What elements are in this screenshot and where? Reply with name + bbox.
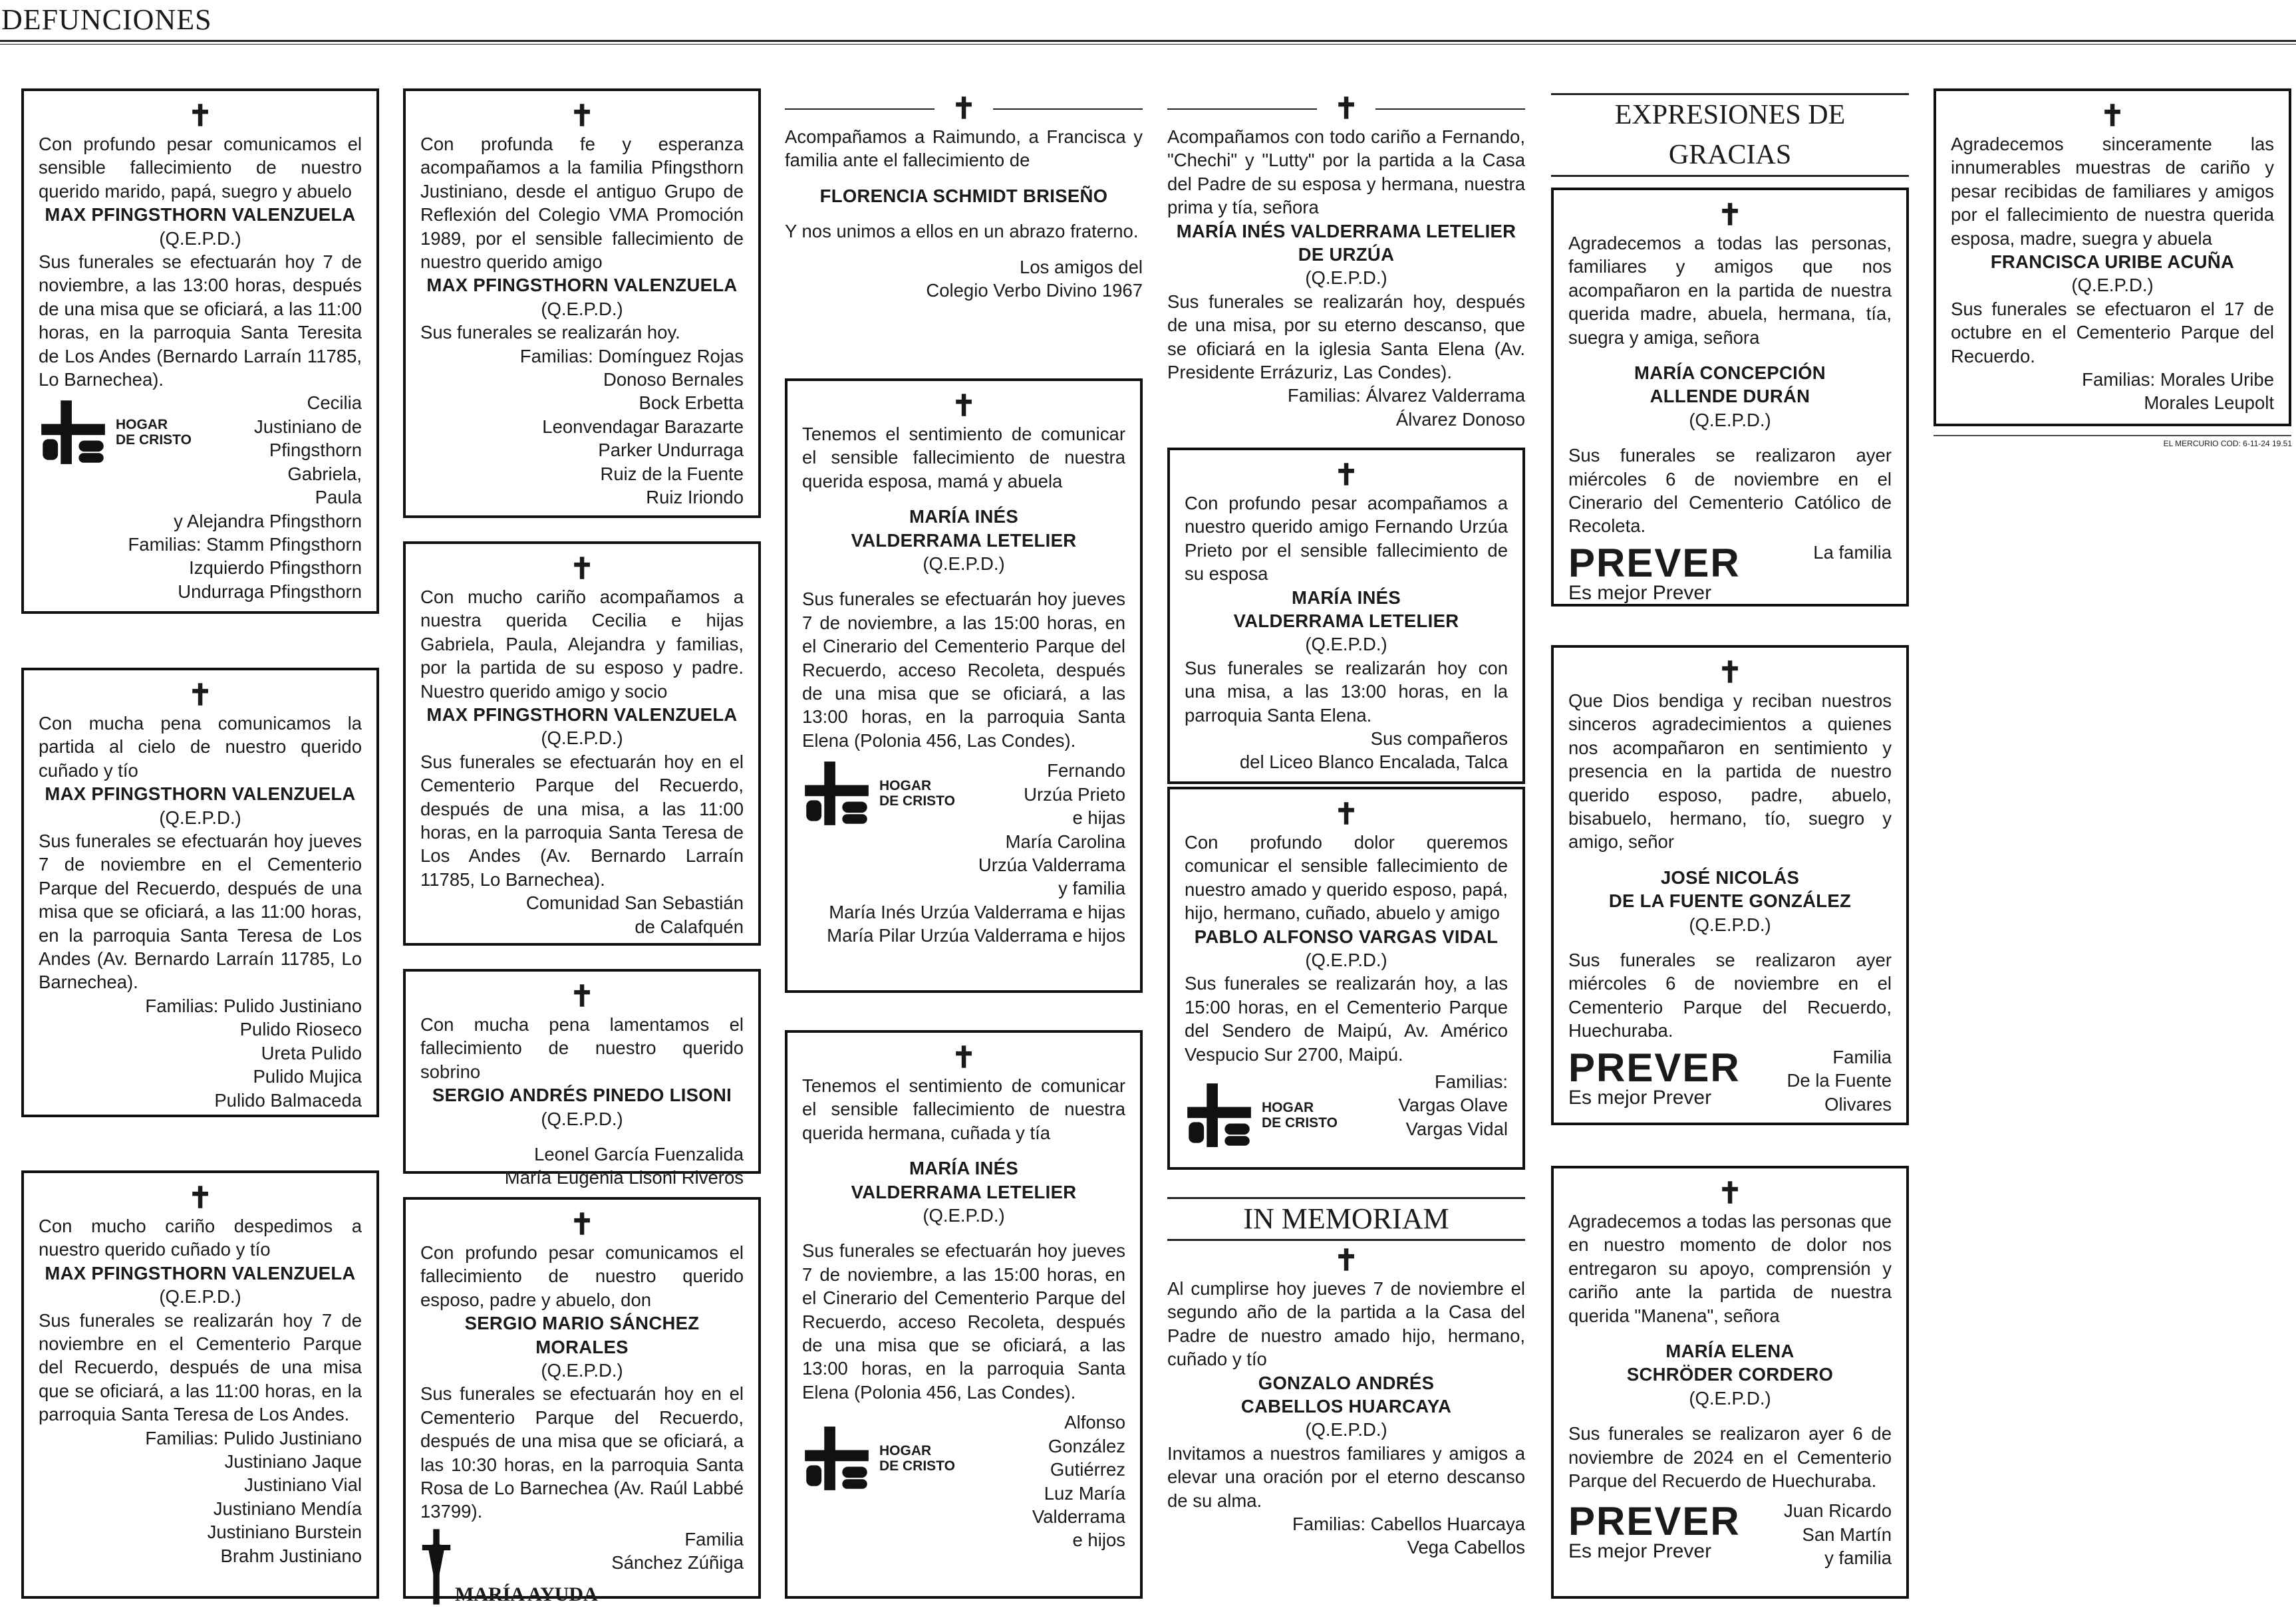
gracias-maria-elena	[1551, 1166, 1909, 1599]
footer-rule	[1934, 435, 2291, 436]
signature-line: Luz María	[1044, 1482, 1125, 1504]
cross-icon: ✝	[188, 678, 213, 712]
header-rule	[0, 40, 2296, 42]
notice-text: Al cumplirse hoy jueves 7 de noviembre el segundo año de la partida a la Casa del Padre de nuestro amado hijo, hermano, cuñado y tío	[1167, 1278, 1525, 1370]
funeral-text: Sus funerales se realizarán hoy, a las 15:00 horas, en el Cementerio Parque del Sendero de Maipú, Av. Américo Vespucio Sur 2700, Maipú.	[1185, 973, 1508, 1065]
signature-line: Leonvendagar Barazarte	[542, 416, 744, 437]
deceased-name: JOSÉ NICOLÁS	[1660, 867, 1800, 888]
notice-text: Con mucho cariño despedimos a nuestro querido cuñado y tío	[39, 1216, 362, 1260]
deceased-surname: VALDERRAMA LETELIER	[1233, 610, 1459, 632]
signature-line: Justiniano de	[253, 416, 362, 437]
signature-line: Donoso Bernales	[603, 369, 744, 390]
signature-line: Familias: Pulido Justiniano	[145, 995, 362, 1016]
notice-pablo-vargas	[1167, 787, 1525, 1170]
deceased-name: MAX PFINGSTHORN VALENZUELA	[426, 704, 738, 726]
signature-line: y Alejandra Pfingsthorn	[174, 510, 362, 531]
notice-text: Acompañamos a Raimundo, a Francisca y familia ante el fallecimiento de	[785, 126, 1143, 171]
signature-line: Colegio Verbo Divino 1967	[926, 280, 1143, 301]
notice-maria-ines-1	[785, 378, 1143, 993]
notice-text: Con profundo pesar acompañamos a nuestro querido amigo Fernando Urzúa Prieto por el sensible fallecimiento de su esposa	[1185, 493, 1508, 585]
signature-line: e hijas	[1072, 807, 1125, 829]
signature-line: y familia	[1058, 878, 1125, 899]
signature-line: y familia	[1824, 1548, 1892, 1569]
notice-max-4	[403, 88, 761, 518]
signature-line: González	[1048, 1435, 1125, 1456]
signature-line: Gabriela,	[287, 463, 362, 484]
qepd: (Q.E.P.D.)	[1689, 1387, 1771, 1409]
signature-line: Olivares	[1824, 1093, 1892, 1115]
deceased-name: MAX PFINGSTHORN VALENZUELA	[45, 1262, 356, 1283]
notice-text: Con profundo pesar comunicamos el fallecimiento de nuestro querido esposo, padre y abuelo, don	[420, 1242, 744, 1310]
notice-text: Con mucho cariño acompañamos a nuestra querida Cecilia e hijas Gabriela, Paula, Alejandra y familias, por la partida de su esposo y padre. Nuestro querido amigo y socio	[420, 587, 744, 702]
signature-line: Familia	[1832, 1046, 1892, 1067]
cross-icon: ✝	[569, 980, 595, 1013]
notice-text: Con mucha pena comunicamos la partida al cielo de nuestro querido cuñado y tío	[39, 713, 362, 781]
notice-text: Que Dios bendiga y reciban nuestros sinceros agradecimientos a quienes nos acompañaron en sentimiento y presencia en la partida de nuestro querido esposo, padre, abuelo, bisabuelo, hermano, tío, suegro y amigo, señor	[1568, 690, 1892, 853]
funeral-text: Sus funerales se efectuarán hoy jueves 7 de noviembre en el Cementerio Parque del Recuerdo, después de una misa que se oficiará, a las 11:00 horas, en la parroquia Santa Teresa de Los Andes (Av. Bernardo Larraín 11785, Lo Barnechea).	[39, 831, 362, 993]
gracias-jose-nicolas	[1551, 645, 1909, 1125]
signature-line: Parker Undurraga	[598, 440, 744, 461]
cross-icon: ✝	[569, 99, 595, 133]
signature-line: Leonel García Fuenzalida	[534, 1144, 744, 1165]
deceased-name: SERGIO ANDRÉS PINEDO LISONI	[432, 1085, 732, 1106]
notice-sergio-pinedo	[403, 969, 761, 1188]
signature-line: Gutiérrez	[1050, 1459, 1125, 1480]
cross-icon: ✝	[951, 1041, 976, 1075]
qepd: (Q.E.P.D.)	[1689, 914, 1771, 935]
signature-line: Ruiz Iriondo	[646, 487, 744, 508]
qepd: (Q.E.P.D.)	[923, 553, 1005, 575]
crucifix-icon	[420, 1528, 452, 1606]
notice-max-3	[21, 1170, 379, 1599]
prever-text: PREVER	[1568, 540, 1741, 585]
signature-line: Vargas Olave	[1398, 1095, 1508, 1116]
signature-line: Pfingsthorn	[269, 440, 362, 461]
cross-icon: ✝	[2100, 99, 2125, 133]
prever-text: PREVER	[1568, 1499, 1741, 1544]
in-memoriam-title: IN MEMORIAM	[1243, 1202, 1449, 1235]
cross-icon: ✝	[951, 92, 976, 126]
qepd: (Q.E.P.D.)	[159, 1286, 241, 1307]
signature-line: Brahm Justiniano	[220, 1545, 362, 1566]
funeral-text: Sus funerales se efectuaron el 17 de octubre en el Cementerio Parque del Recuerdo.	[1951, 298, 2274, 366]
cross-icon: ✝	[1717, 656, 1743, 690]
prever-logo	[1568, 540, 1741, 604]
signature-line: María Pilar Urzúa Valderrama e hijos	[827, 925, 1125, 946]
deceased-name: MARÍA INÉS	[1292, 587, 1401, 608]
deceased-name: MARÍA ELENA	[1665, 1341, 1794, 1362]
maria-ayuda-logo	[420, 1528, 598, 1606]
hogar-text: HOGAR	[1262, 1100, 1314, 1116]
funeral-text: Sus funerales se efectuarán hoy en el Cementerio Parque del Recuerdo, después de una misa, a las 11:00 horas, en la parroquia Santa Teresa de Los Andes (Av. Bernardo Larraín 11785, Lo Barnechea).	[420, 751, 744, 890]
footer-code: EL MERCURIO COD: 6-11-24 19.51	[2163, 439, 2292, 448]
deceased-name: MAX PFINGSTHORN VALENZUELA	[426, 275, 738, 296]
deceased-name: MAX PFINGSTHORN VALENZUELA	[45, 204, 356, 225]
deceased-name: MARÍA CONCEPCIÓN	[1634, 362, 1826, 384]
qepd: (Q.E.P.D.)	[1305, 1419, 1387, 1440]
signature-line: Sánchez Zúñiga	[611, 1552, 744, 1573]
deceased-name: FRANCISCA URIBE ACUÑA	[1990, 251, 2235, 273]
gracias-maria-concepcion	[1551, 188, 1909, 607]
signature-line: Alfonso	[1064, 1412, 1125, 1433]
deceased-surname: VALDERRAMA LETELIER	[851, 1181, 1077, 1202]
prever-logo	[1568, 1499, 1741, 1563]
signature-line: Sus compañeros	[1370, 728, 1508, 749]
signature-line: Undurraga Pfingsthorn	[178, 581, 362, 602]
signature-line: Justiniano Jaque	[224, 1451, 362, 1472]
signature-line: La familia	[1813, 541, 1892, 563]
signature-line: Familias: Domínguez Rojas	[519, 345, 744, 366]
cross-icon: ✝	[569, 1208, 595, 1242]
notice-text: Con profunda fe y esperanza acompañamos a la familia Pfingsthorn Justiniano, desde el antiguo Grupo de Reflexión del Colegio VMA Promoción 1989, por el sensible fallecimiento de nuestro querido amigo	[420, 134, 744, 273]
signature-line: Bock Erbetta	[639, 392, 744, 414]
section-title: DEFUNCIONES	[1, 3, 212, 36]
deceased-name: SERGIO MARIO SÁNCHEZ MORALES	[464, 1313, 700, 1357]
cross-icon: ✝	[1334, 1244, 1359, 1278]
signature-line: de Calafquén	[635, 916, 744, 937]
deceased-surname: DE LA FUENTE GONZÁLEZ	[1608, 890, 1852, 912]
funeral-text: Sus funerales se efectuarán hoy 7 de noviembre, a las 13:00 horas, después de una misa que se oficiará, a las 11:00 horas, en la parroquia Santa Teresita de Los Andes (Bernardo Larraín 11785, Lo Barnechea).	[39, 251, 362, 390]
funeral-text: Sus funerales se realizaron ayer miércoles 6 de noviembre en el Cementerio Parque del Recuerdo, Huechuraba.	[1568, 950, 1892, 1041]
gracias-header	[1551, 93, 1909, 170]
signature-line: Urzúa Prieto	[1024, 783, 1125, 805]
hogar-text: HOGAR	[879, 1443, 932, 1459]
deceased-name: GONZALO ANDRÉS	[1258, 1372, 1435, 1393]
notice-maria-ines-4	[1167, 448, 1525, 784]
cross-icon: ✝	[951, 389, 976, 423]
de-cristo-text: DE CRISTO	[879, 1458, 955, 1474]
deceased-name: MARÍA INÉS VALDERRAMA LETELIER	[1176, 220, 1516, 241]
signature-line: San Martín	[1802, 1524, 1892, 1545]
cross-icon: ✝	[188, 99, 213, 133]
signature-line: e hijos	[1072, 1530, 1125, 1551]
cross-icon: ✝	[1717, 1176, 1743, 1210]
funeral-text: Sus funerales se realizarán hoy 7 de noviembre en el Cementerio Parque del Recuerdo, después de una misa que se oficiará, a las 11:00 horas, en la parroquia Santa Teresa de Los Andes.	[39, 1309, 362, 1425]
funeral-text: Sus funerales se realizaron ayer miércoles 6 de noviembre en el Cinerario del Cementerio Católico de Recoleta.	[1568, 445, 1892, 537]
notice-text: Con mucha pena lamentamos el fallecimiento de nuestro querido sobrino	[420, 1014, 744, 1082]
hogar-de-cristo-icon	[802, 1424, 871, 1493]
signature-line: Pulido Balmaceda	[214, 1089, 362, 1111]
deceased-surname: CABELLOS HUARCAYA	[1240, 1396, 1452, 1417]
hogar-de-cristo-logo	[802, 1424, 955, 1493]
funeral-text: Sus funerales se realizarán hoy.	[420, 322, 680, 343]
cross-icon: ✝	[1334, 797, 1359, 831]
signature-line: De la Fuente	[1787, 1070, 1892, 1091]
hogar-de-cristo-logo	[1185, 1081, 1338, 1150]
notice-text: Con profundo pesar comunicamos el sensible fallecimiento de nuestro querido marido, papá, suegro y abuelo	[39, 134, 362, 202]
funeral-text: Sus funerales se efectuarán hoy jueves 7 de noviembre, a las 15:00 horas, en el Cinerario del Cementerio Parque del Recuerdo, acceso Recoleta, después de una misa que se oficiará, a las 13:00 horas, en la parroquia Santa Elena (Polonia 456, Las Condes).	[802, 1240, 1125, 1403]
cross-icon: ✝	[1334, 92, 1359, 126]
signature-line: Familias: Pulido Justiniano	[145, 1427, 362, 1448]
signature-line: Comunidad San Sebastián	[525, 892, 744, 914]
notice-text-2: Invitamos a nuestros familiares y amigos a elevar una oración por el eterno descanso de su alma.	[1167, 1442, 1525, 1511]
signature-line: Juan Ricardo	[1783, 1500, 1892, 1522]
qepd: (Q.E.P.D.)	[1305, 267, 1387, 289]
qepd: (Q.E.P.D.)	[2071, 275, 2154, 296]
qepd: (Q.E.P.D.)	[541, 1108, 623, 1129]
signatures	[254, 391, 362, 509]
signature-line: Pulido Rioseco	[239, 1019, 362, 1040]
funeral-text: Sus funerales se efectuarán hoy en el Cementerio Parque del Recuerdo, después de una misa que se oficiará, a las 10:30 horas, en la parroquia Santa Rosa de Lo Barnechea (Av. Raúl Labbé 13799).	[420, 1383, 744, 1522]
signature-line: Paula	[315, 487, 362, 508]
notice-text: Agradecemos a todas las personas que en nuestro momento de dolor nos entregaron su apoyo, comprensión y cariño ante la partida de nuestra querida "Manena", señora	[1568, 1211, 1892, 1326]
hogar-de-cristo-icon	[39, 398, 108, 467]
signature-line: Cecilia	[307, 392, 362, 414]
hogar-text: HOGAR	[879, 778, 932, 794]
notice-text: Tenemos el sentimiento de comunicar el sensible fallecimiento de nuestra querida hermana, cuñada y tía	[802, 1075, 1125, 1143]
notice-text: Agradecemos sinceramente las innumerables muestras de cariño y pesar recibidas de familiares y amigos por el fallecimiento de nuestra querida esposa, madre, suegra y abuela	[1951, 134, 2274, 249]
deceased-surname: VALDERRAMA LETELIER	[851, 529, 1077, 551]
notice-maria-ines-3	[1167, 93, 1525, 439]
deceased-name: MAX PFINGSTHORN VALENZUELA	[45, 783, 356, 805]
deceased-name: MARÍA INÉS	[909, 1158, 1018, 1179]
signature-line: María Inés Urzúa Valderrama e hijas	[829, 901, 1125, 922]
deceased-surname: DE URZÚA	[1298, 244, 1395, 265]
hogar-de-cristo-icon	[802, 759, 871, 828]
signature-line: Fernando	[1047, 760, 1125, 781]
qepd: (Q.E.P.D.)	[159, 227, 241, 249]
signature-line: Vega Cabellos	[1407, 1537, 1525, 1558]
signature-line: Familias: Cabellos Huarcaya	[1292, 1514, 1525, 1535]
notice-text: Acompañamos con todo cariño a Fernando, "Chechi" y "Lutty" por la partida a la Casa del Padre de su esposa y hermana, nuestra prima y tía, señora	[1167, 126, 1525, 218]
cross-icon: ✝	[188, 1181, 213, 1215]
gracias-francisca	[1934, 88, 2291, 426]
funeral-text: Sus funerales se realizarán hoy con una misa, a las 13:00 horas, en la parroquia Santa Elena.	[1185, 657, 1508, 726]
qepd: (Q.E.P.D.)	[1689, 409, 1771, 430]
prever-slogan: Es mejor Prever	[1568, 1086, 1712, 1109]
header-rule-thin	[0, 44, 2296, 45]
signature-line: Familias:	[1434, 1071, 1508, 1093]
signature-line: Justiniano Mendía	[213, 1498, 362, 1519]
de-cristo-text: DE CRISTO	[1262, 1115, 1338, 1131]
gracias-title: EXPRESIONES DE GRACIAS	[1614, 100, 1846, 170]
signature-line: Familias: Álvarez Valderrama	[1287, 385, 1525, 406]
deceased-name: MARÍA INÉS	[909, 506, 1018, 527]
prever-logo	[1568, 1045, 1741, 1109]
de-cristo-text: DE CRISTO	[879, 793, 955, 809]
qepd: (Q.E.P.D.)	[541, 728, 623, 749]
qepd: (Q.E.P.D.)	[159, 807, 241, 828]
qepd: (Q.E.P.D.)	[923, 1205, 1005, 1226]
notice-maria-ines-2	[785, 1030, 1143, 1599]
deceased-name: PABLO ALFONSO VARGAS VIDAL	[1194, 926, 1499, 947]
hogar-de-cristo-icon	[1185, 1081, 1254, 1150]
signature-line: Justiniano Vial	[244, 1474, 362, 1496]
deceased-surname: ALLENDE DURÁN	[1650, 386, 1810, 407]
signature-line: Familias: Stamm Pfingsthorn	[128, 533, 362, 555]
qepd: (Q.E.P.D.)	[541, 298, 623, 319]
cross-icon: ✝	[1334, 458, 1359, 492]
notice-text: Tenemos el sentimiento de comunicar el sensible fallecimiento de nuestra querida esposa, mamá y abuela	[802, 424, 1125, 491]
signature-line: Izquierdo Pfingsthorn	[189, 557, 362, 579]
signature-line: Vargas Vidal	[1405, 1118, 1508, 1139]
signature-line: Urzúa Valderrama	[978, 854, 1125, 875]
de-cristo-text: DE CRISTO	[116, 432, 192, 448]
signature-line: María Eugenia Lisoni Riveros	[504, 1167, 744, 1188]
cross-icon: ✝	[1717, 198, 1743, 232]
notice-max-5	[403, 541, 761, 946]
signature-line: Pulido Mujica	[253, 1066, 362, 1087]
signature-line: Álvarez Donoso	[1395, 408, 1525, 430]
prever-slogan: Es mejor Prever	[1568, 581, 1712, 604]
deceased-name: FLORENCIA SCHMIDT BRISEÑO	[819, 185, 1108, 206]
signature-line: Ureta Pulido	[261, 1042, 362, 1063]
signature-line: Morales Leupolt	[2144, 392, 2274, 414]
notice-text: Agradecemos a todas las personas, familiares y amigos que nos acompañaron en la partida de nuestra querida madre, abuela, hermana, tía, suegra y amiga, señora	[1568, 233, 1892, 348]
qepd: (Q.E.P.D.)	[1305, 634, 1387, 655]
funeral-text: Sus funerales se realizarán hoy, después de una misa, por su eterno descanso, que se oficiará en la iglesia Santa Elena (Av. Presidente Errázuriz, Las Condes).	[1167, 291, 1525, 383]
hogar-text: HOGAR	[116, 417, 168, 433]
signature-line: Valderrama	[1032, 1506, 1125, 1527]
signature-line: Ruiz de la Fuente	[600, 463, 744, 484]
notice-max-2	[21, 668, 379, 1117]
signature-line: del Liceo Blanco Encalada, Talca	[1239, 751, 1508, 773]
signature-line: Familias: Morales Uribe	[2082, 369, 2274, 390]
qepd: (Q.E.P.D.)	[1305, 950, 1387, 971]
maria-ayuda-text: MARÍA AYUDA	[455, 1583, 598, 1605]
cross-icon: ✝	[569, 552, 595, 586]
funeral-text: Sus funerales se efectuarán hoy jueves 7 de noviembre, a las 15:00 horas, en el Cinerario del Cementerio Parque del Recuerdo, acceso Recoleta, después de una misa que se oficiará, a las 13:00 horas, en la parroquia Santa Elena (Polonia 456, Las Condes).	[802, 589, 1125, 751]
hogar-de-cristo-logo	[802, 759, 955, 828]
signature-line: Justiniano Burstein	[207, 1522, 362, 1543]
notice-max-1	[21, 88, 379, 614]
notice-text: Con profundo dolor queremos comunicar el sensible fallecimiento de nuestro amado y querido esposo, papá, hijo, hermano, cuñado, abuelo y amigo	[1185, 832, 1508, 924]
notice-sergio-sanchez	[403, 1197, 761, 1605]
signature-line: Los amigos del	[1020, 256, 1143, 277]
deceased-surname: SCHRÖDER CORDERO	[1626, 1364, 1834, 1385]
prever-slogan: Es mejor Prever	[1568, 1540, 1712, 1563]
notice-text-2: Y nos unimos a ellos en un abrazo fraterno.	[785, 221, 1139, 242]
notice-florencia	[785, 93, 1143, 346]
in-memoriam	[1167, 1197, 1525, 1599]
hogar-de-cristo-logo	[39, 398, 192, 467]
qepd: (Q.E.P.D.)	[541, 1360, 623, 1381]
signature-line: María Carolina	[1005, 831, 1125, 852]
funeral-text: Sus funerales se realizaron ayer 6 de noviembre de 2024 en el Cementerio Parque del Recuerdo de Huechuraba.	[1568, 1423, 1892, 1492]
prever-text: PREVER	[1568, 1045, 1741, 1090]
signature-line: Familia	[684, 1528, 744, 1550]
